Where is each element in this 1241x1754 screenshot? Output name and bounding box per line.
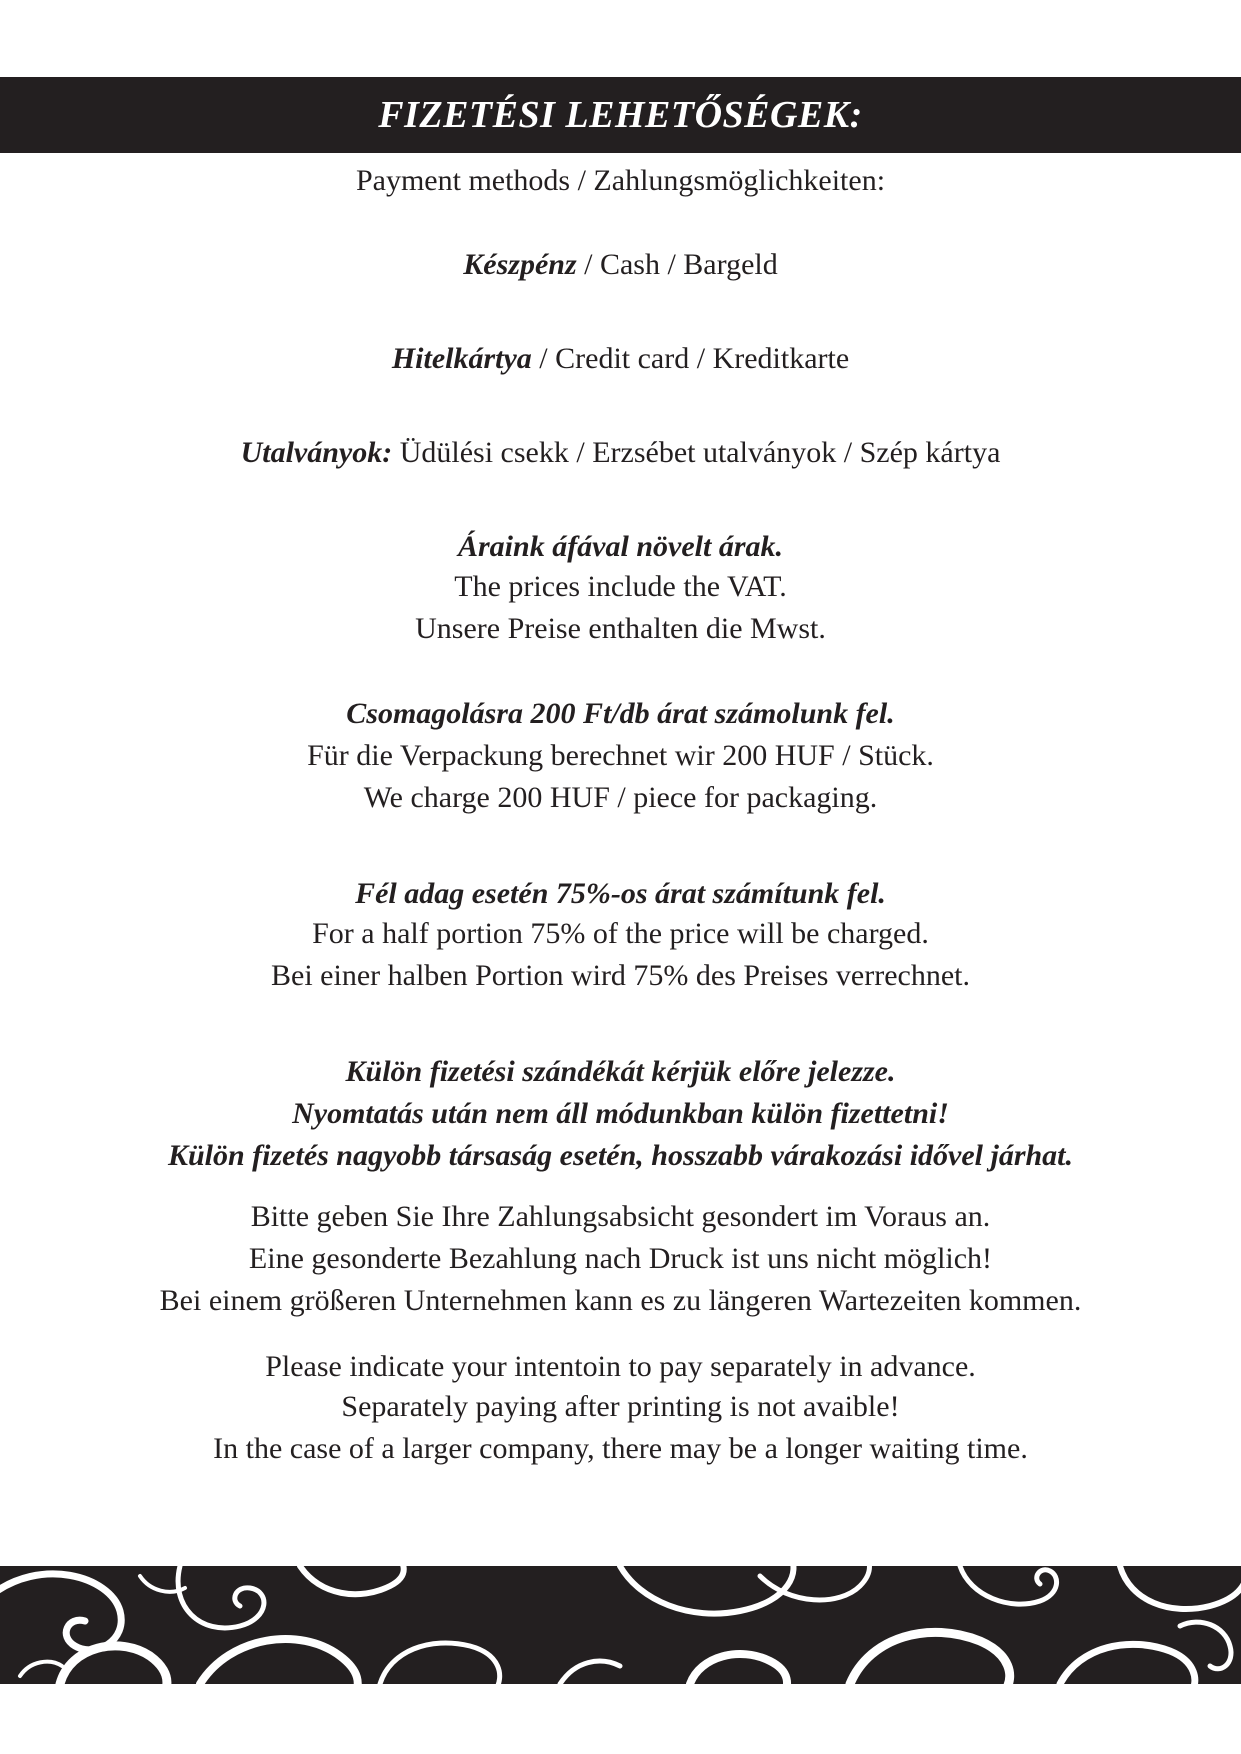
separate-en-3: In the case of a larger company, there may be a longer waiting time. <box>213 1432 1028 1465</box>
footer-ornament-band <box>0 1566 1241 1684</box>
method-card <box>0 338 1241 380</box>
method-cash-rest: / Cash / Bargeld <box>576 248 778 281</box>
separate-hu-2: Nyomtatás után nem áll módunkban külön fizettetni! <box>292 1097 949 1130</box>
vat-hu: Áraink áfával növelt árak. <box>457 530 783 563</box>
subtitle: Payment methods / Zahlungsmöglichkeiten: <box>355 164 886 197</box>
method-card-rest: / Credit card / Kreditkarte <box>531 342 850 375</box>
packaging-hu: Csomagolásra 200 Ft/db árat számolunk fel. <box>346 697 895 730</box>
method-vouchers-hu: Utalványok: <box>240 436 393 469</box>
separate-hu-3: Külön fizetés nagyobb társaság esetén, hosszabb várakozási idővel járhat. <box>167 1139 1074 1172</box>
vat-en: The prices include the VAT. <box>454 570 787 603</box>
swirl-ornament-icon <box>0 1566 1241 1684</box>
separate-en-2: Separately paying after printing is not avaible! <box>341 1390 900 1423</box>
header-bar <box>0 77 1241 153</box>
packaging-de: Für die Verpackung berechnet wir 200 HUF / Stück. <box>307 739 934 772</box>
method-cash-hu: Készpénz <box>463 248 577 281</box>
method-card-hu: Hitelkártya <box>391 342 532 375</box>
separate-de-2: Eine gesonderte Bezahlung nach Druck ist uns nicht möglich! <box>248 1242 993 1275</box>
half-portion-hu: Fél adag esetén 75%-os árat számítunk fel. <box>355 877 886 910</box>
method-cash <box>0 244 1241 286</box>
page-title: FIZETÉSI LEHETŐSÉGEK: <box>378 94 863 136</box>
half-portion-en: For a half portion 75% of the price will be charged. <box>312 917 929 950</box>
separate-en-1: Please indicate your intentoin to pay separately in advance. <box>265 1350 976 1383</box>
method-vouchers-rest: Üdülési csekk / Erzsébet utalványok / Szép kártya <box>392 436 1001 469</box>
method-vouchers <box>0 432 1241 474</box>
packaging-en: We charge 200 HUF / piece for packaging. <box>363 781 878 814</box>
vat-de: Unsere Preise enthalten die Mwst. <box>415 612 826 645</box>
half-portion-de: Bei einer halben Portion wird 75% des Preises verrechnet. <box>271 959 970 992</box>
separate-de-3: Bei einem größeren Unternehmen kann es zu längeren Wartezeiten kommen. <box>159 1284 1082 1317</box>
separate-de-1: Bitte geben Sie Ihre Zahlungsabsicht gesondert im Voraus an. <box>250 1200 991 1233</box>
separate-hu-1: Külön fizetési szándékát kérjük előre jelezze. <box>345 1055 896 1088</box>
